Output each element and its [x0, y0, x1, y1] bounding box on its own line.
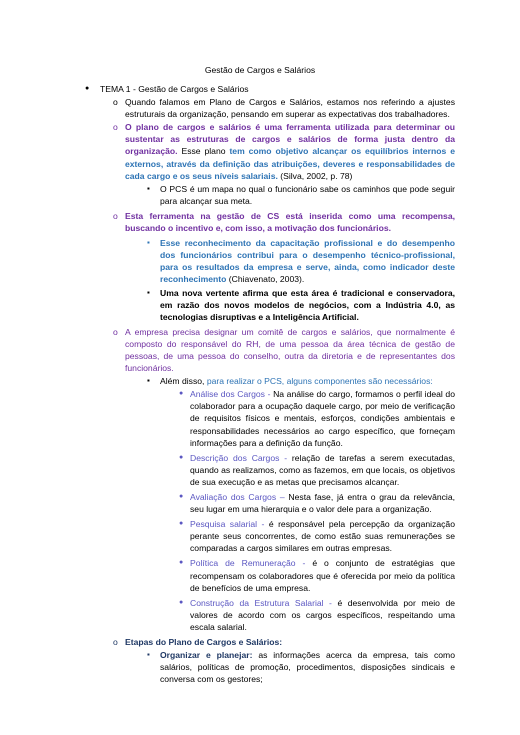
plan-citation: (Silva, 2002, p. 78): [280, 170, 353, 181]
list-marker: o: [113, 637, 118, 648]
recognition-item: [85, 237, 455, 285]
stage-item-organizar: [85, 649, 455, 685]
new-view-item: [85, 287, 455, 323]
component-text: é desenvolvida por meio de valores de acordo com os cargos específicos, respeitando uma escala salarial.: [190, 597, 456, 632]
committee-text: A empresa precisa designar um comitê de cargos e salários, que normalmente é composto do responsável do RH, de uma pessoa da área técnica de gestão de pessoas, de uma pessoa do conselho, outra da diretoria e de representantes dos funcionários.: [125, 326, 455, 374]
bullet-marker: ●: [85, 85, 90, 92]
new-view-text: Uma nova vertente afirma que esta área é tradicional e conservadora, em razão dos novos modelos de negócios, com a Indústria 4.0, as tecnologias disruptivas e a Inteligência Artificial.: [160, 287, 455, 322]
square-marker: ▪: [147, 376, 150, 386]
square-marker: ▪: [147, 650, 150, 660]
list-marker: o: [113, 97, 118, 108]
bullet-marker: ●: [179, 493, 184, 500]
components-intro: para realizar o PCS, alguns componentes são necessários:: [206, 376, 433, 387]
reward-tool-item: [85, 210, 455, 234]
component-item-avaliacao: [85, 491, 455, 515]
component-item-politica: [85, 557, 455, 593]
component-text: é o conjunto de estratégias que recompensam os colaboradores que é oferecida por meio da política de benefícios de uma empresa.: [190, 558, 455, 593]
square-marker: ▪: [147, 238, 150, 248]
recognition-citation: (Chiavenato, 2003).: [228, 274, 305, 285]
topic-item: [85, 83, 455, 95]
bullet-marker: ●: [179, 390, 184, 398]
stages-heading: Etapas do Plano de Cargos e Salários:: [125, 637, 283, 648]
intro-text: Quando falamos em Plano de Cargos e Salários, estamos nos referindo a ajustes estruturais da organização, pensando em superar as expectativas dos trabalhadores.: [125, 97, 455, 120]
stage-name: Organizar e planejar:: [160, 650, 253, 661]
list-marker: o: [113, 326, 118, 337]
square-marker: ▪: [147, 183, 150, 193]
list-marker: o: [113, 122, 118, 133]
component-name: Análise dos Cargos -: [190, 389, 271, 400]
intro-item: [85, 96, 455, 120]
square-marker: ▪: [147, 287, 150, 297]
component-name: Avaliação dos Cargos –: [190, 492, 285, 502]
component-name: Descrição dos Cargos -: [190, 452, 288, 463]
bullet-marker: ●: [179, 453, 184, 461]
reward-tool-statement: Esta ferramenta na gestão de CS está inserida como uma recompensa, buscando o incentivo e, com isso, a motivação dos funcionários.: [125, 210, 455, 234]
recognition-text: Esse reconhecimento da capacitação profissional e do desempenho dos funcionários contribui para o desempenho técnico-profissional, para os resultados da empresa e serve, ainda, como indicador deste reconhecimento: [160, 238, 455, 285]
component-name: Construção da Estrutura Salarial -: [190, 597, 332, 608]
component-item-analise: [85, 388, 455, 448]
document-body: [85, 82, 455, 685]
plan-note-text: O PCS é um mapa no qual o funcionário sabe os caminhos que pode seguir para alcançar sua meta.: [160, 183, 455, 206]
topic-label: TEMA 1 - Gestão de Cargos e Salários: [100, 84, 249, 94]
component-text: relação de tarefas a serem executadas, quando as realizamos, como as fazemos, em que locais, os objetivos de sua execução e as metas que precisamos alcançar.: [190, 452, 456, 487]
bullet-marker: ●: [179, 559, 184, 567]
components-intro-item: [85, 375, 455, 387]
stages-item: [85, 636, 455, 648]
bullet-marker: ●: [179, 520, 184, 528]
component-text: Nesta fase, já entra o grau da relevância, seu lugar em uma hierarquia e o valor dele para a organização.: [190, 492, 456, 515]
plan-definition-item: [85, 121, 455, 181]
document-title: Gestão de Cargos e Salários: [204, 65, 316, 75]
committee-item: [85, 326, 455, 374]
bullet-marker: ●: [179, 598, 184, 606]
component-item-construcao: [85, 597, 455, 633]
list-marker: o: [113, 210, 118, 221]
component-item-pesquisa: [85, 518, 455, 554]
component-name: Política de Remuneração -: [190, 558, 306, 569]
plan-objective-text: tem como objetivo alcançar os equilíbrios internos e externos, através da definição das atribuições, deveres e responsabilidades de cada cargo e os seus níveis salariais.: [125, 146, 455, 181]
plan-lead-text: Esse plano: [181, 146, 226, 157]
component-text: é responsável pela percepção da organização perante seus concorrentes, de como estão suas remunerações se comparadas a cargos similares em outras empresas.: [190, 519, 455, 554]
component-name: Pesquisa salarial -: [190, 519, 265, 530]
plan-definition-statement: O plano de cargos e salários é uma ferramenta utilizada para determinar ou sustentar as estruturas de cargos e salários de forma justa dentro da organização.: [125, 122, 455, 157]
components-lead: Além disso,: [160, 376, 205, 387]
stage-text: as informações acerca da empresa, tais como salários, políticas de promoção, procedimentos, disposições sindicais e conversa com os gestores;: [160, 650, 455, 685]
component-item-descricao: [85, 452, 455, 488]
component-text: Na análise do cargo, formamos o perfil ideal do colaborador para a ocupação daquele cargo, por meio de verificação de requisitos físicos e mentais, esforços, condições ambientais e responsabilidades necessários ao cargo específico, que forneçam informações para a definição da função.: [190, 389, 455, 448]
plan-note-item: [85, 183, 455, 207]
